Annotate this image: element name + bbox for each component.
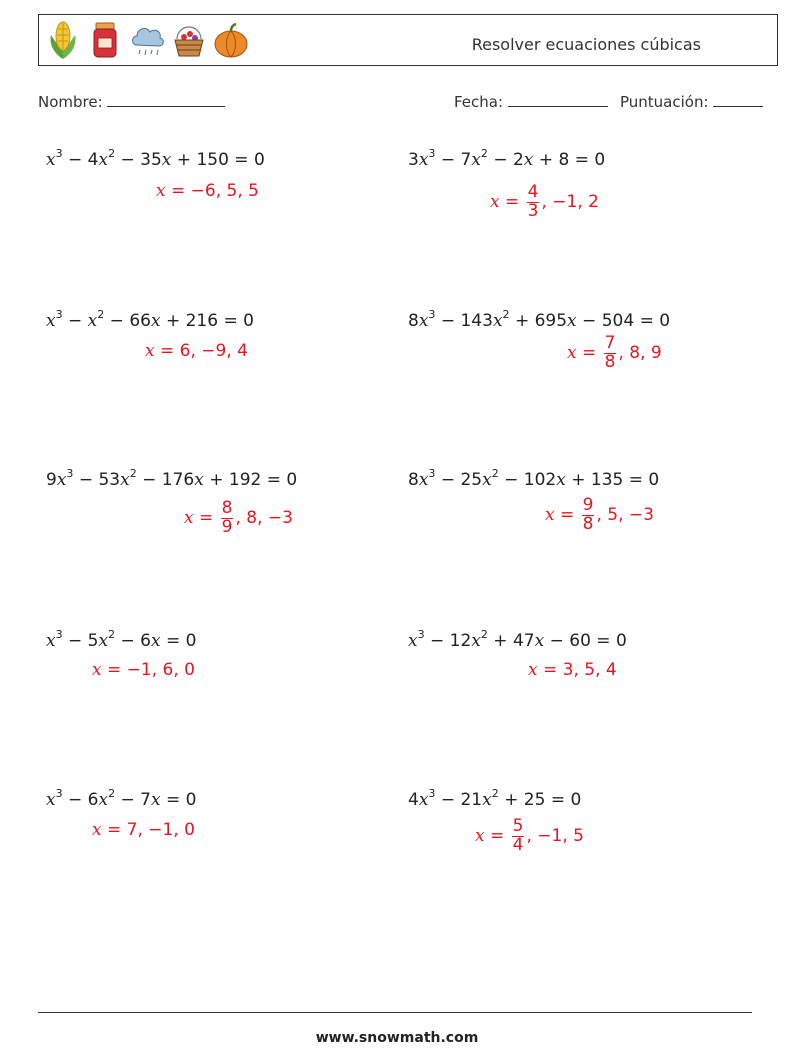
footer-rule [38, 1012, 752, 1013]
answer-fraction: $\frac{8}{9}$ [221, 498, 233, 537]
footer-url: www.snowmath.com [315, 1030, 479, 1046]
problem-equation: $x^3 - 5x^2 - 6x = 0$ [46, 628, 197, 651]
problem-answer: x = −1, 6, 0 [92, 660, 195, 680]
problem-answer: x = $\frac{7}{8}$ , 8, 9 [567, 333, 662, 372]
problem-equation: $x^3 - x^2 - 66x + 216 = 0$ [46, 308, 254, 331]
problem-answer: x = 7, −1, 0 [92, 820, 195, 840]
answer-fraction: $\frac{7}{8}$ [604, 333, 616, 372]
problem-equation: $8x^3 - 25x^2 - 102x + 135 = 0$ [408, 467, 660, 490]
pumpkin-icon [213, 19, 249, 61]
problem-answer: x = $\frac{9}{8}$ , 5, −3 [545, 495, 654, 534]
answer-fraction: $\frac{5}{4}$ [512, 816, 524, 855]
name-label: Nombre: [38, 93, 103, 111]
name-field [38, 92, 225, 111]
answer-fraction: $\frac{4}{3}$ [527, 182, 539, 221]
problem-answer: x = −6, 5, 5 [156, 181, 259, 201]
score-label: Puntuación: [620, 93, 709, 111]
rain-cloud-icon [129, 19, 165, 61]
date-label: Fecha: [454, 93, 504, 111]
jam-jar-icon [87, 19, 123, 61]
problem-equation: $8x^3 - 143x^2 + 695x - 504 = 0$ [408, 308, 671, 331]
corn-icon [45, 19, 81, 61]
date-line [508, 92, 608, 107]
problem-answer: x = $\frac{5}{4}$ , −1, 5 [475, 816, 584, 855]
problem-answer: x = $\frac{4}{3}$ , −1, 2 [490, 182, 599, 221]
problem-equation: $4x^3 - 21x^2 + 25 = 0$ [408, 787, 582, 810]
worksheet-title: Resolver ecuaciones cúbicas [471, 35, 701, 54]
score-field [620, 92, 763, 111]
worksheet-header [38, 14, 778, 66]
problem-answer: x = 6, −9, 4 [145, 341, 248, 361]
name-line [107, 92, 225, 107]
problem-answer: x = 3, 5, 4 [528, 660, 617, 680]
header-icons [45, 19, 249, 61]
problem-equation: $9x^3 - 53x^2 - 176x + 192 = 0$ [46, 467, 298, 490]
fruit-basket-icon [171, 19, 207, 61]
score-line [713, 92, 763, 107]
answer-fraction: $\frac{9}{8}$ [582, 495, 594, 534]
problem-answer: x = $\frac{8}{9}$ , 8, −3 [184, 498, 293, 537]
problem-equation: $x^3 - 4x^2 - 35x + 150 = 0$ [46, 147, 265, 170]
problem-equation: $3x^3 - 7x^2 - 2x + 8 = 0$ [408, 147, 606, 170]
problem-equation: $x^3 - 12x^2 + 47x - 60 = 0$ [408, 628, 627, 651]
problem-equation: $x^3 - 6x^2 - 7x = 0$ [46, 787, 197, 810]
date-field [454, 92, 608, 111]
